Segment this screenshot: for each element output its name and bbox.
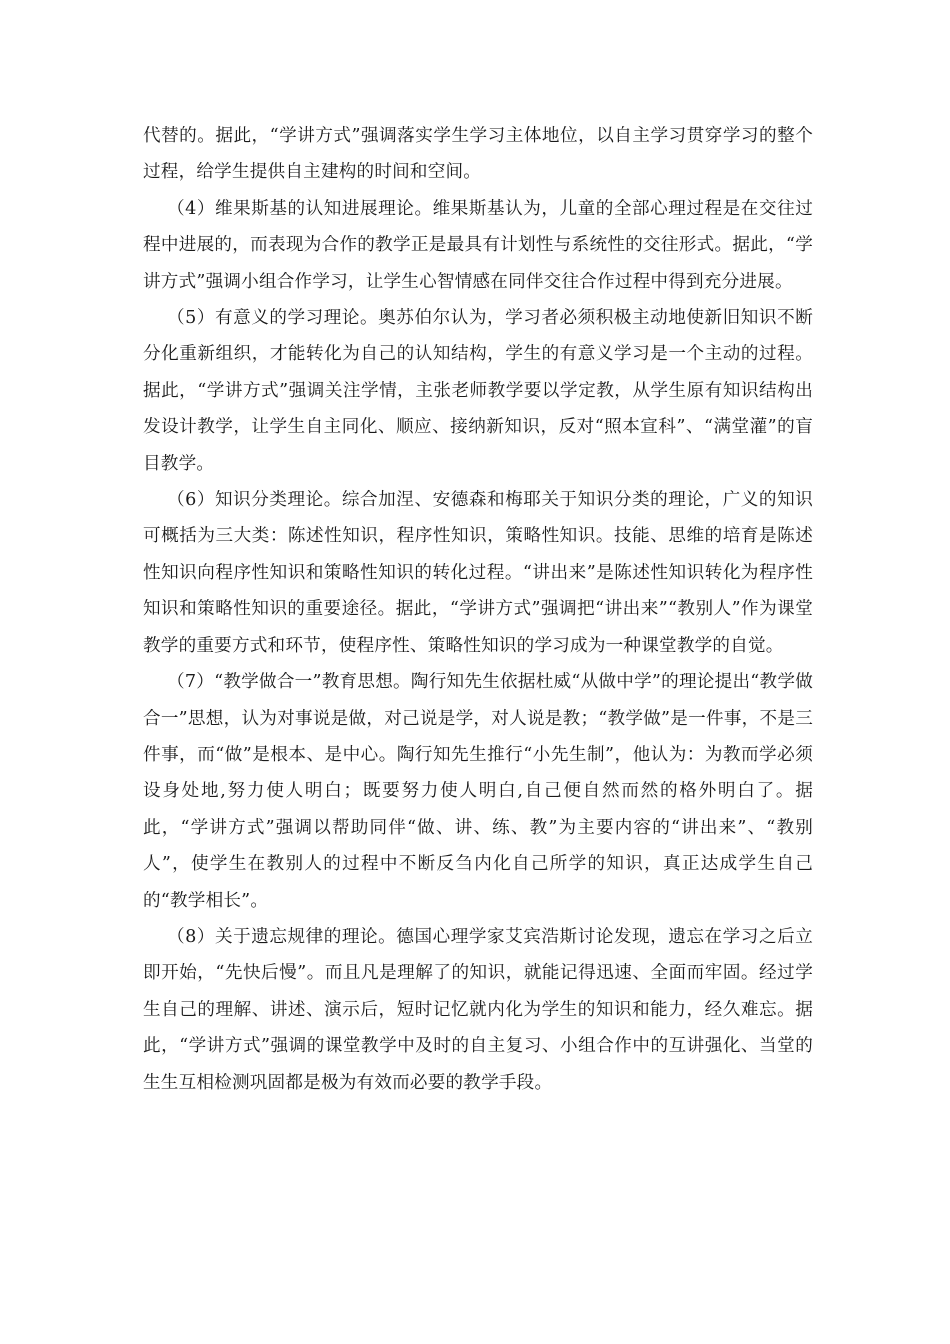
paragraph-teaching-doing-unity: （7）“教学做合一”教育思想。陶行知先生依据杜威“从做中学”的理论提出“教学做合一”思想，认为对事说是做，对己说是学，对人说是教；“教学做”是一件事，不是三件事，而“做”是根本、是中心。陶行知先生推行“小先生制”，他认为：为教而学必须设身处地,努力使人明白；既要努力使人明白,自己便自然而然的格外明白了。据此，“学讲方式”强调以帮助同伴“做、讲、练、教”为主要内容的“讲出来”、“教别人”，使学生在教别人的过程中不断反刍内化自己所学的知识，真正达成学生自己的“教学相长”。 bbox=[143, 672, 813, 911]
paragraph-forgetting-curve: （8）关于遗忘规律的理论。德国心理学家艾宾浩斯讨论发现，遗忘在学习之后立即开始，“先快后慢”。而且凡是理解了的知识，就能记得迅速、全面而牢固。经过学生自己的理解、讲述、演示后，短时记忆就内化为学生的知识和能力，经久难忘。据此，“学讲方式”强调的课堂教学中及时的自主复习、小组合作中的互讲强化、当堂的生生互相检测巩固都是极为有效而必要的教学手段。 bbox=[143, 926, 813, 1093]
paragraph-knowledge-classification: （6）知识分类理论。综合加涅、安德森和梅耶关于知识分类的理论，广义的知识可概括为三大类：陈述性知识，程序性知识，策略性知识。技能、思维的培育是陈述性知识向程序性知识和策略性知识的转化过程。“讲出来”是陈述性知识转化为程序性知识和策略性知识的重要途径。据此，“学讲方式”强调把“讲出来”“教别人”作为课堂教学的重要方式和环节，使程序性、策略性知识的学习成为一种课堂教学的自觉。 bbox=[143, 490, 813, 656]
document-page bbox=[143, 118, 813, 1101]
paragraph-continuation: 代替的。据此，“学讲方式”强调落实学生学习主体地位，以自主学习贯穿学习的整个过程，给学生提供自主建构的时间和空间。 bbox=[143, 126, 813, 183]
paragraph-meaningful-learning: （5）有意义的学习理论。奥苏伯尔认为，学习者必须积极主动地使新旧知识不断分化重新组织，才能转化为自己的认知结构，学生的有意义学习是一个主动的过程。据此，“学讲方式”强调关注学情，主张老师教学要以学定教，从学生原有知识结构出发设计教学，让学生自主同化、顺应、接纳新知识，反对“照本宣科”、“满堂灌”的盲目教学。 bbox=[143, 308, 813, 474]
paragraph-vygotsky-theory: （4）维果斯基的认知进展理论。维果斯基认为，儿童的全部心理过程是在交往过程中进展的，而表现为合作的教学正是最具有计划性与系统性的交往形式。据此，“学讲方式”强调小组合作学习，让学生心智情感在同伴交往合作过程中得到充分进展。 bbox=[143, 198, 813, 292]
